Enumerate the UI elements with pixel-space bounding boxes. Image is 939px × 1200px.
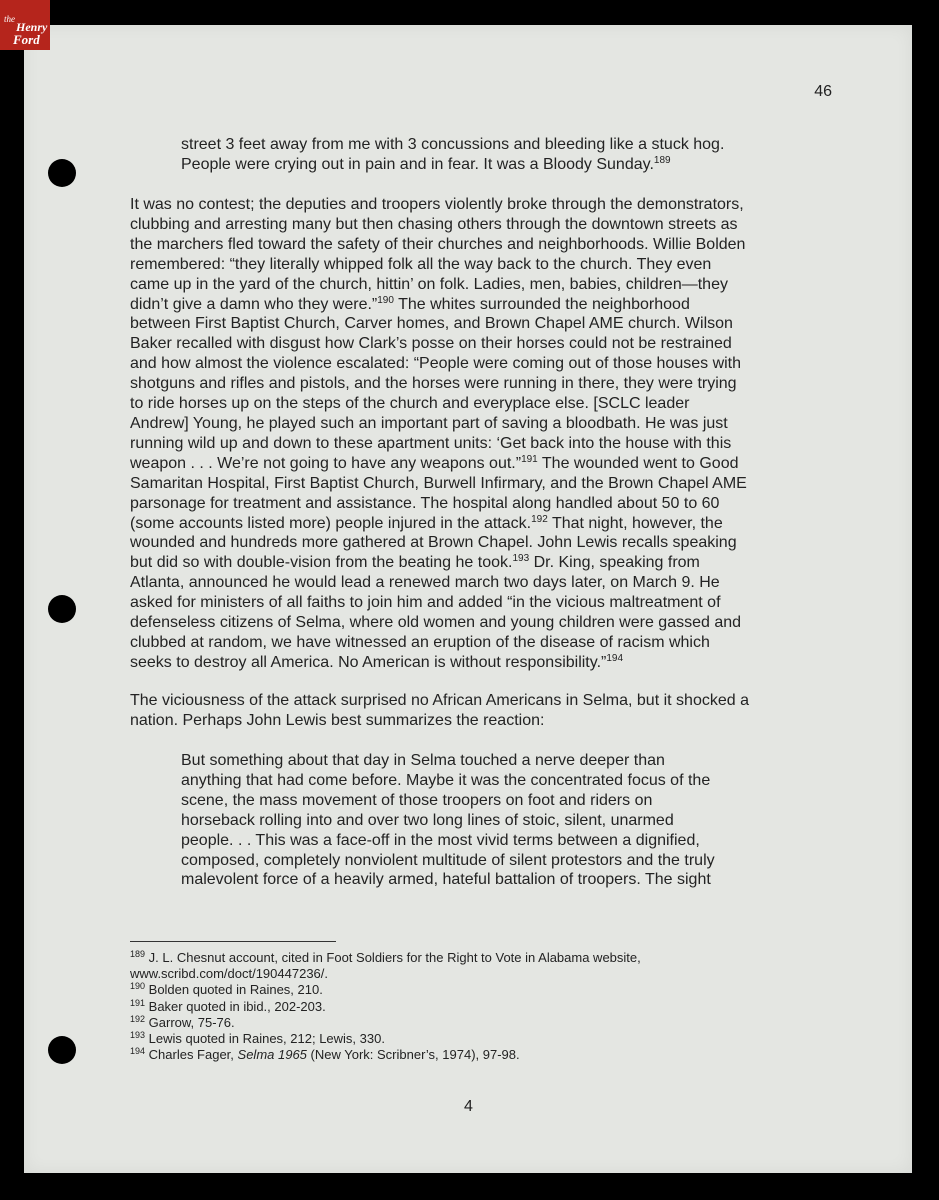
footnote-ref: 191 [521,453,538,465]
para-line: wounded and hundreds more gathered at Brown Chapel. John Lewis recalls speaking [130,534,737,552]
punch-hole-middle [48,595,76,623]
quote1-line: street 3 feet away from me with 3 concussions and bleeding like a stuck hog. [181,136,725,153]
footnote: $^{190}$ Bolden quoted in Raines, 210. [130,981,323,998]
para-line: and how almost the violence escalated: “People were coming out of those houses with [130,355,742,373]
body-paragraph-2 [130,691,749,731]
block-quote-1 [181,135,724,175]
para-line: weapon . . . We’re not going to have any weapons out.”$^{191}$ The wounded went to Good [130,453,739,472]
footnotes [130,950,641,1063]
footnote-ref: 192 [531,513,548,525]
quote2-line: people. . . This was a face-off in the most vivid terms between a dignified, [181,831,700,849]
para-line: clubbed at random, we have witnessed an eruption of the disease of racism which [130,633,710,651]
para-line: (some accounts listed more) people injured in the attack.$^{192}$ That night, however, the [130,513,723,532]
quote2-line: malevolent force of a heavily armed, hateful battalion of troopers. The sight [181,871,711,889]
henry-ford-logo [0,0,50,50]
para-line: defenseless citizens of Selma, where old women and young children were gassed and [130,614,742,632]
quote2-line: scene, the mass movement of those troopers on foot and riders on [181,791,653,809]
footnote: $^{194}$ Charles Fager, Selma 1965 (New York: Scribner’s, 1974), 97-98. [130,1046,520,1063]
para-line: It was no contest; the deputies and troopers violently broke through the demonstrators, [130,196,744,213]
footnote: $^{191}$ Baker quoted in ibid., 202-203. [130,997,326,1014]
para-line: Samaritan Hospital, First Baptist Church, Burwell Infirmary, and the Brown Chapel AME [130,474,747,492]
para-line: parsonage for treatment and assistance. The hospital along handled about 50 to 60 [130,494,720,512]
logo-henry: Henry [16,20,48,34]
quote2-line: anything that had come before. Maybe it was the concentrated focus of the [181,771,711,789]
para-line: seeks to destroy all America. No American is without responsibility.”$^{194}$ [130,652,624,671]
para-line: but did so with double-vision from the beating he took.$^{193}$ Dr. King, speaking from [130,553,700,572]
para-line: to ride horses up on the steps of the church and everyplace else. [SCLC leader [130,395,690,413]
footnote-ref: 193 [512,553,530,565]
footnote-ref: 190 [377,294,394,306]
quote2-line: But something about that day in Selma touched a nerve deeper than [181,752,665,769]
logo-the: the [4,14,15,24]
para-line: clubbing and arresting many but then chasing others through the downtown streets as [130,215,738,233]
logo-ford: Ford [13,32,40,47]
quote1-line: People were crying out in pain and in fear. It was a Bloody Sunday.$^{189}$ [181,154,671,173]
quote2-line: composed, completely nonviolent multitude of silent protestors and the truly [181,851,715,869]
para-line: between First Baptist Church, Carver homes, and Brown Chapel AME church. Wilson [130,315,733,333]
footnote-ref: 189 [653,154,671,166]
para-line: The viciousness of the attack surprised no African Americans in Selma, but it shocked a [130,692,749,709]
block-quote-2 [181,751,715,890]
para-line: the marchers fled toward the safety of their churches and neighborhoods. Willie Bolden [130,235,746,253]
para-line: Andrew] Young, he played such an important part of saving a bloodbath. He was just [130,414,728,432]
para-line: asked for ministers of all faiths to join him and added “in the vicious maltreatment of [130,594,721,612]
para-line: didn’t give a damn who they were.”$^{190}$ The whites surrounded the neighborhood [130,294,690,313]
para-line: nation. Perhaps John Lewis best summarizes the reaction: [130,711,545,729]
footnote-ref: 194 [606,652,624,664]
punch-hole-top [48,159,76,187]
page-number: 46 [814,83,832,100]
para-line: came up in the yard of the church, hittin’ on folk. Ladies, men, babies, children—they [130,275,728,293]
footnote: $^{192}$ Garrow, 75-76. [130,1013,235,1030]
body-paragraph-1 [130,195,747,673]
para-line: shotguns and rifles and pistols, and the horses were running in there, they were trying [130,375,737,393]
footnote: $^{193}$ Lewis quoted in Raines, 212; Lewis, 330. [130,1030,385,1047]
para-line: remembered: “they literally whipped folk all the way back to the church. They even [130,255,712,273]
para-line: Atlanta, announced he would lead a renewed march two days later, on March 9. He [130,574,720,592]
para-line: Baker recalled with disgust how Clark’s posse on their horses could not be restrained [130,335,732,353]
footnote-separator [130,941,336,942]
para-line: running wild up and down to these apartment units: ‘Get back into the house with this [130,434,732,452]
footnote: www.scribd.com/doct/190447236/. [130,966,328,982]
document-page [24,25,912,1173]
quote2-line: horseback rolling into and over two long lines of stoic, silent, unarmed [181,811,674,829]
bottom-page-number: 4 [464,1098,473,1115]
punch-hole-bottom [48,1036,76,1064]
footnote: $^{189}$ J. L. Chesnut account, cited in Foot Soldiers for the Right to Vote in Alabama website, [130,949,641,965]
